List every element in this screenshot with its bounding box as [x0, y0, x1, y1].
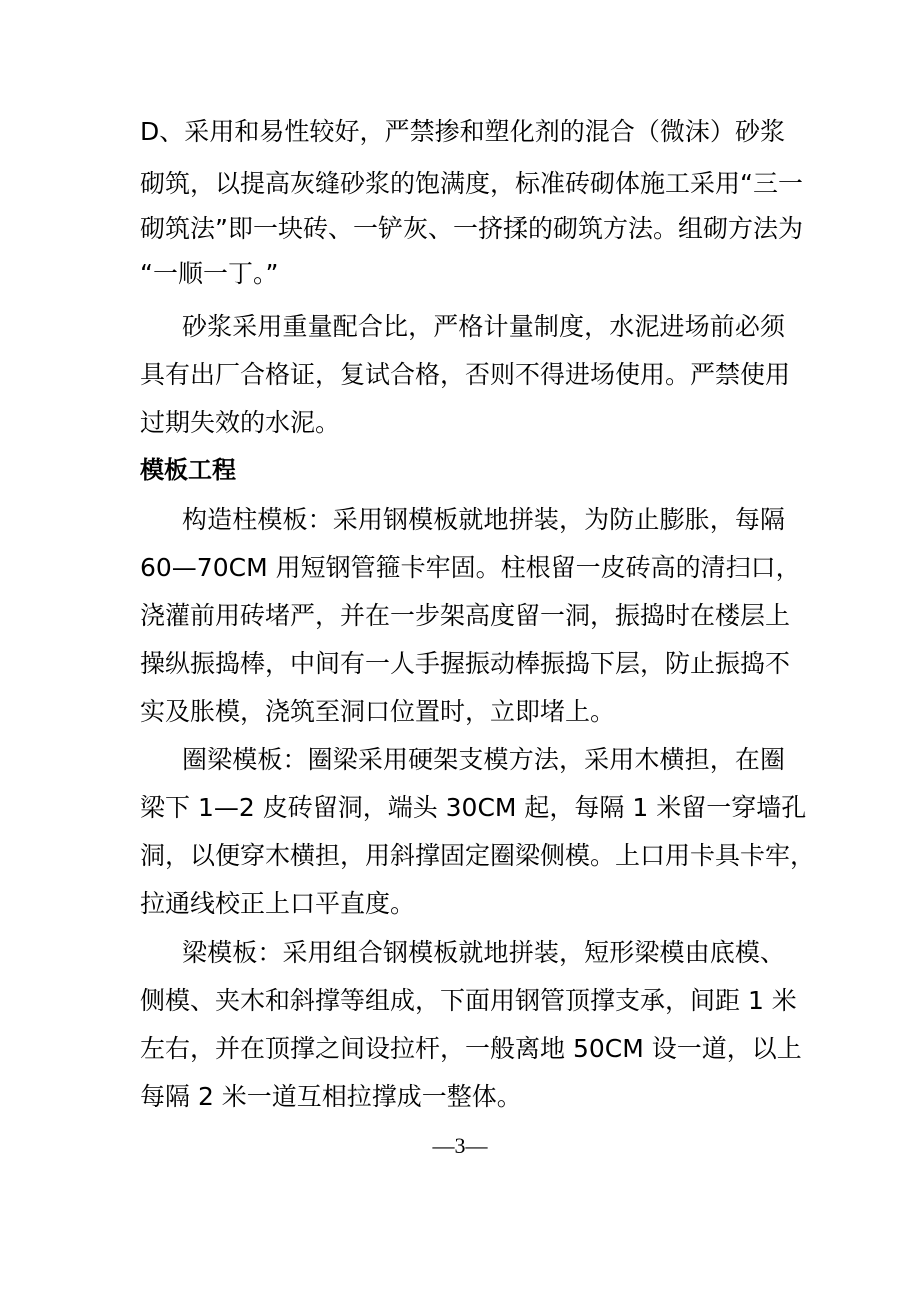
paragraph-1-line-2: 砌筑，以提高灰缝砂浆的饱满度，标准砖砌体施工采用“三一: [140, 169, 803, 198]
paragraph-5-line-4: 每隔 2 米一道互相拉撑成一整体。: [140, 1082, 522, 1111]
page-number: —3—: [432, 1133, 488, 1158]
paragraph-1-line-4: “一顺一丁。”: [140, 259, 279, 288]
paragraph-5-line-2: 侧模、夹木和斜撑等组成，下面用钢管顶撑支承，间距 1 米: [140, 986, 797, 1015]
paragraph-2-line-2: 具有出厂合格证，复试合格，否则不得进场使用。严禁使用: [140, 360, 791, 389]
paragraph-5-line-1: 梁模板：采用组合钢模板就地拼装，短形梁模由底模、: [182, 938, 785, 967]
paragraph-3-line-5: 实及胀模，浇筑至洞口位置时，立即堵上。: [140, 697, 616, 726]
paragraph-4-line-1: 圈梁模板：圈梁采用硬架支模方法，采用木横担，在圈: [182, 745, 785, 774]
paragraph-2-line-3: 过期失效的水泥。: [140, 408, 341, 437]
paragraph-5-line-3: 左右，并在顶撑之间设拉杆，一般离地 50CM 设一道，以上: [140, 1034, 802, 1063]
paragraph-4-line-2: 梁下 1—2 皮砖留洞，端头 30CM 起，每隔 1 米留一穿墙孔: [140, 793, 807, 822]
paragraph-1-line-3: 砌筑法”即一块砖、一铲灰、一挤揉的砌筑方法。组砌方法为: [140, 214, 803, 243]
section-heading: 模板工程: [140, 456, 236, 484]
paragraph-3-line-4: 操纵振捣棒，中间有一人手握振动棒振捣下层，防止振捣不: [140, 649, 791, 678]
paragraph-4-line-4: 拉通线校正上口平直度。: [140, 889, 416, 918]
paragraph-3-line-2: 60—70CM 用短钢管箍卡牢固。柱根留一皮砖高的清扫口，: [140, 553, 801, 582]
paragraph-1-line-1: D、采用和易性较好，严禁掺和塑化剂的混合（微沫）砂浆: [140, 117, 785, 146]
paragraph-3-line-1: 构造柱模板：采用钢模板就地拼装，为防止膨胀，每隔: [182, 505, 785, 534]
paragraph-4-line-3: 洞，以便穿木横担，用斜撑固定圈梁侧模。上口用卡具卡牢，: [140, 841, 816, 870]
paragraph-2-line-1: 砂浆采用重量配合比，严格计量制度，水泥进场前必须: [182, 312, 785, 341]
paragraph-3-line-3: 浇灌前用砖堵严，并在一步架高度留一洞，振捣时在楼层上: [140, 601, 791, 630]
